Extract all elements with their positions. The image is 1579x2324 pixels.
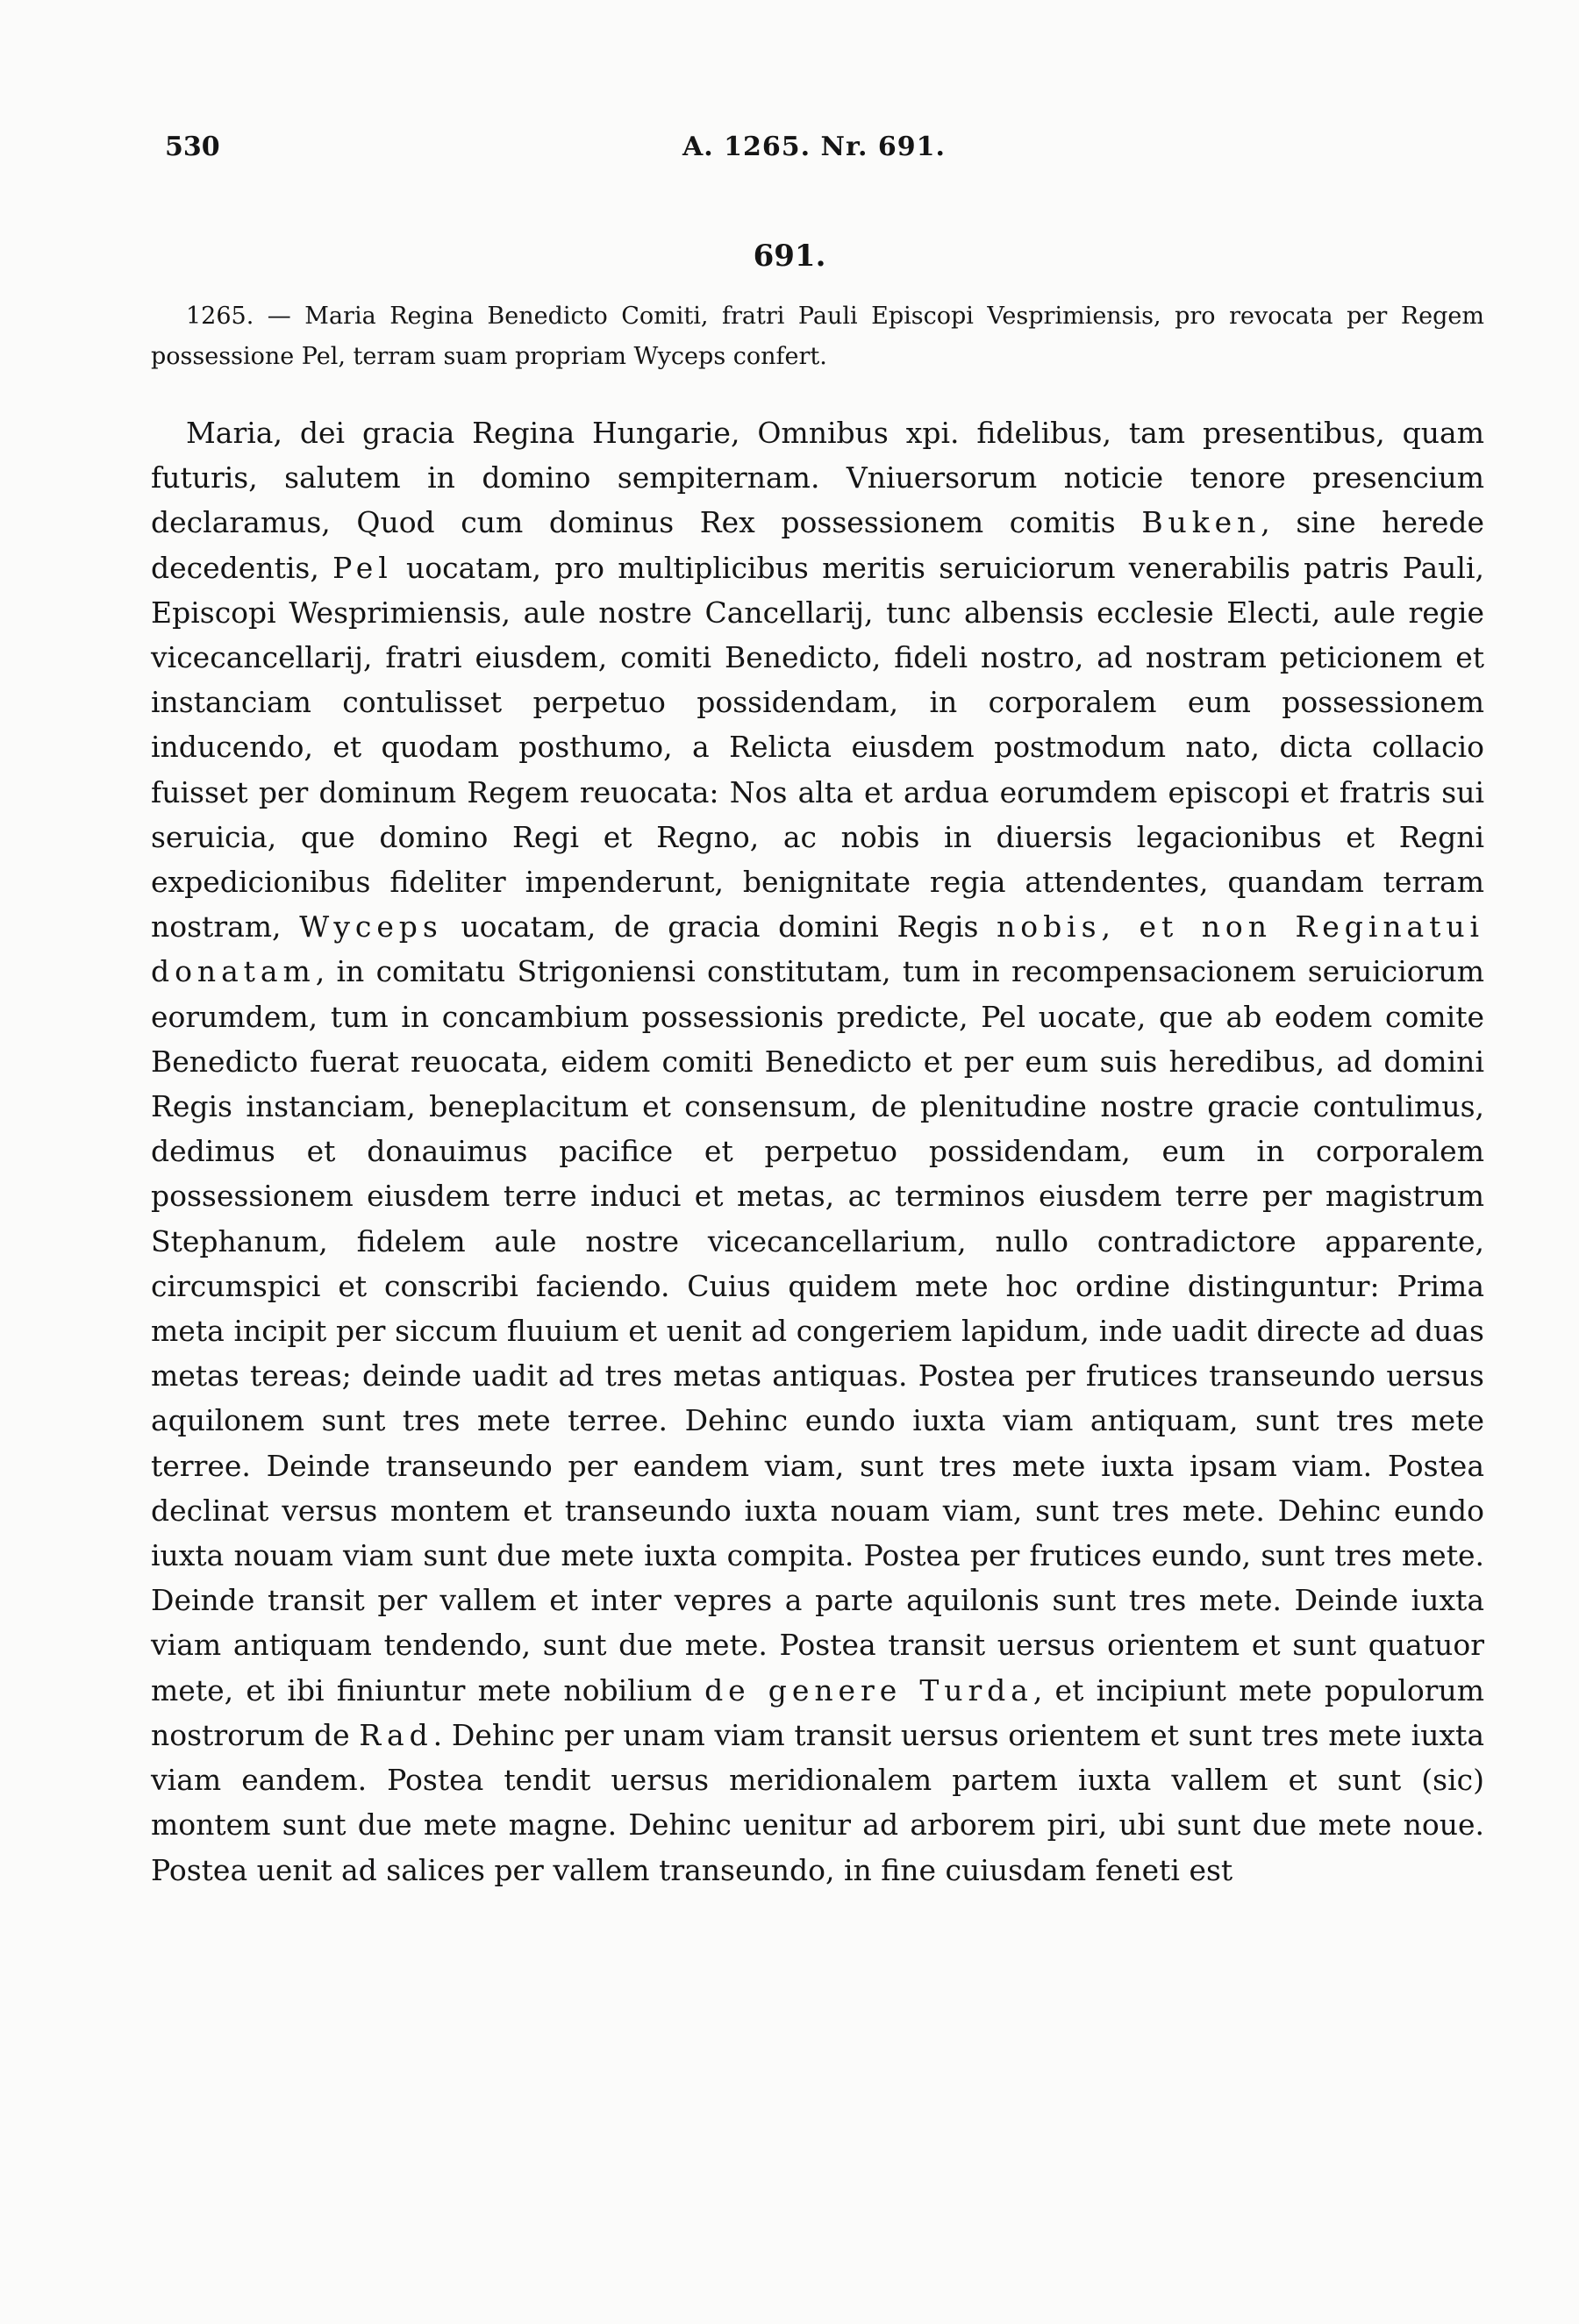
spaced-name-buken: Buken bbox=[1141, 505, 1261, 540]
spaced-phrase-nobis: nobis, et non Reginatui donatam bbox=[151, 909, 1485, 989]
spaced-phrase-turda: de genere Turda bbox=[704, 1672, 1033, 1707]
text-segment: , et incipiunt mete populorum nostrorum de bbox=[151, 1672, 1485, 1752]
text-segment: , in comitatu Strigoniensi constitutam, tum in recompensacionem seruiciorum eorumdem, tum in concambium possessionis predicte, Pel uocate, que ab eodem comite Benedicto fuerat reuocata, eidem comiti Benedicto et per eum suis heredibus, ad domini Regis instanciam, beneplacitum et consensum, de plenitudine nostre gracie contulimus, dedimus et donauimus pacifice et perpetuo possidendam, eum in corporalem possessionem eiusdem terre induci et metas, ac terminos eiusdem terre per magistrum Stephanum, fidelem aule nostre vicecancellarium, nullo contradictore apparente, circumspici et conscribi faciendo. Cuius quidem mete hoc ordine distinguntur: Prima meta incipit per siccum fluuium et uenit ad congeriem lapidum, inde uadit directe ad duas metas tereas; deinde uadit ad tres metas antiquas. Postea per frutices transeundo uersus aquilonem sunt tres mete terree. Dehinc eundo iuxta viam antiquam, sunt tres mete terree. Deinde transeundo per eandem viam, sunt tres mete iuxta ipsam viam. Postea declinat versus montem et transeundo iuxta nouam viam, sunt tres mete. Dehinc eundo iuxta nouam viam sunt due mete iuxta compita. Postea per frutices eundo, sunt tres mete. Deinde transit per vallem et inter vepres a parte aquilonis sunt tres mete. Deinde iuxta viam antiquam tendendo, sunt due mete. Postea transit uersus orientem et sunt quatuor mete, et ibi finiuntur mete nobilium bbox=[151, 954, 1484, 1707]
running-header bbox=[165, 130, 1463, 165]
document-regest: 1265. — Maria Regina Benedicto Comiti, fratri Pauli Episcopi Vesprimiensis, pro revocata per Regem possessione Pel, terram suam propriam Wyceps confert. bbox=[151, 303, 1484, 370]
document-number: 691. bbox=[753, 239, 826, 274]
page-number: 530 bbox=[165, 132, 220, 162]
text-segment: , sine herede decedentis, bbox=[151, 505, 1485, 585]
running-title: A. 1265. Nr. 691. bbox=[682, 132, 946, 162]
text-segment: uocatam, de gracia domini Regis bbox=[442, 909, 997, 945]
text-segment: . Dehinc per unam viam transit uersus orientem et sunt tres mete iuxta viam eandem. Postea tendit uersus meridionalem partem iuxta vallem et sunt (sic) montem sunt due mete magne. Dehinc uenitur ad arborem piri, ubi sunt due mete noue. Postea uenit ad salices per vallem transeundo, in fine cuiusdam feneti est bbox=[151, 1717, 1484, 1887]
charter-text bbox=[151, 410, 1484, 1893]
spaced-name-rad: Rad bbox=[359, 1717, 433, 1752]
text-segment: Maria, dei gracia Regina Hungarie, Omnibus xpi. fidelibus, tam presentibus, quam futuris, salutem in domino sempiternam. Vniuersorum noticie tenore presencium declaramus, Quod cum dominus Rex possessionem comitis bbox=[151, 416, 1484, 540]
text-segment: uocatam, pro multiplicibus meritis seruiciorum venerabilis patris Pauli, Episcopi Wesprimiensis, aule nostre Cancellarij, tunc albensis ecclesie Electi, aule regie vicecancellarij, fratri eiusdem, comiti Benedicto, fideli nostro, ad nostram peticionem et instanciam contulisset perpetuo possidendam, in corporalem eum possessionem inducendo, et quodam posthumo, a Relicta eiusdem postmodum nato, dicta collacio fuisset per dominum Regem reuocata: Nos alta et ardua eorumdem episcopi et fratris sui seruicia, que domino Regi et Regno, ac nobis in diuersis legacionibus et Regni expedicionibus fideliter impenderunt, benignitate regia attendentes, quandam terram nostram, bbox=[151, 550, 1485, 945]
spaced-name-pel: Pel bbox=[332, 550, 393, 585]
spaced-name-wyceps: Wyceps bbox=[299, 909, 443, 945]
